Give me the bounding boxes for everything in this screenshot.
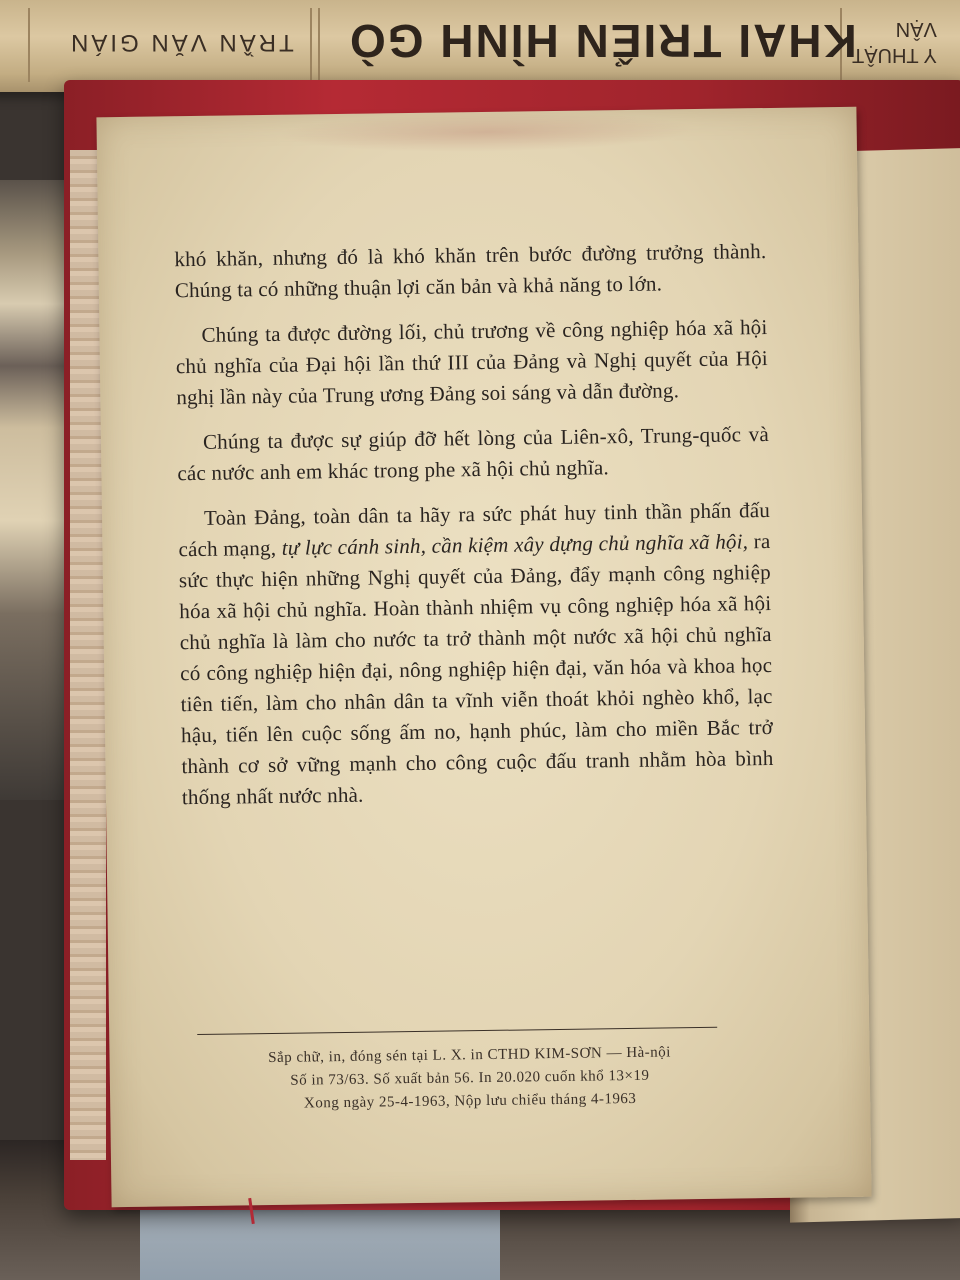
page-body-text bbox=[174, 236, 774, 827]
spine-series bbox=[852, 16, 937, 68]
italic-phrase: tự lực cánh sinh, cần kiệm xây dựng chủ nghĩa xã hội, bbox=[281, 529, 749, 560]
paragraph-final bbox=[178, 495, 774, 813]
colophon-line: Số in 73/63. Số xuất bản 56. In 20.020 cuốn khổ 13×19 bbox=[290, 1067, 650, 1089]
printed-page bbox=[96, 107, 871, 1208]
spine-title: KHAI TRIỂN HÌNH GÒ bbox=[348, 15, 857, 67]
colophon bbox=[189, 1040, 750, 1117]
colophon-line: Xong ngày 25-4-1963, Nộp lưu chiểu tháng 4-1963 bbox=[303, 1090, 637, 1112]
paragraph-text: ra sức thực hiện những Nghị quyết của Đảng, đẩy mạnh công nghiệp hóa xã hội chủ nghĩa. Hoàn thành nhiệm vụ công nghiệp hóa xã hội chủ nghĩa là làm cho nước ta trở thành một nước xã hội chủ nghĩa có công nghiệp hiện đại, nông nghiệp hiện đại, văn hóa và khoa học tiên tiến, làm cho nhân dân ta vĩnh viễn thoát khỏi nghèo khổ, lạc hậu, tiến lên cuộc sống ấm no, hạnh phúc, làm cho miền Bắc trở thành cơ sở vững mạnh cho công cuộc đấu tranh nhằm hòa bình thống nhất nước nhà. bbox=[178, 528, 774, 810]
paragraph: Chúng ta được đường lối, chủ trương về công nghiệp hóa xã hội chủ nghĩa của Đại hội lần thứ III của Đảng và Nghị quyết của Hội nghị lần này của Trung ương Đảng soi sáng và dẫn đường. bbox=[175, 315, 769, 410]
spine-author: TRẦN VĂN GIÁN bbox=[68, 29, 294, 56]
colophon-line: Sắp chữ, in, đóng sén tại L. X. in CTHD KIM-SƠN — Hà-nội bbox=[268, 1044, 672, 1067]
top-book-spine bbox=[0, 0, 960, 92]
imprint-rule bbox=[197, 1027, 717, 1035]
spine-series-line: Y THUẬT bbox=[852, 44, 937, 66]
page-stain bbox=[276, 109, 697, 155]
paragraph-text: Toàn Đảng, toàn dân ta hãy ra sức phát huy tinh thần phấn đấu cách mạng, bbox=[178, 497, 771, 562]
paragraph: khó khăn, nhưng đó là khó khăn trên bước đường trưởng thành. Chúng ta có những thuận lợi căn bản và khả năng to lớn. bbox=[174, 239, 767, 303]
spine-series-line: VẬN bbox=[895, 18, 937, 40]
background-cloth bbox=[140, 1200, 500, 1280]
paragraph: Chúng ta được sự giúp đỡ hết lòng của Liên-xô, Trung-quốc và các nước anh em khác trong phe xã hội chủ nghĩa. bbox=[177, 422, 770, 486]
